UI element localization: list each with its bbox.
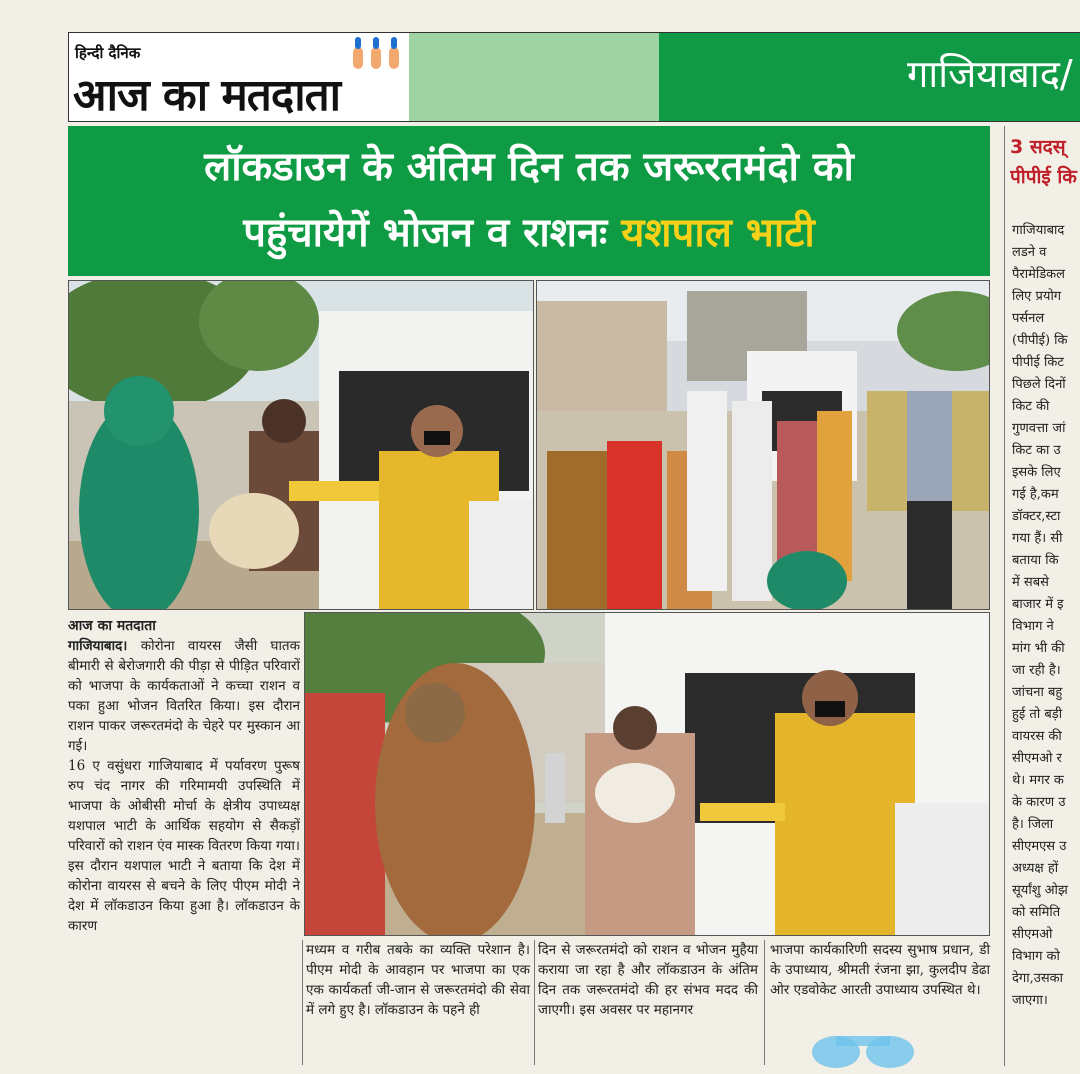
article-byline: आज का मतदाता [68, 618, 156, 634]
headline-line-1: लॉकडाउन के अंतिम दिन तक जरूरतमंदो को [204, 144, 854, 190]
side-story-line: गया हैं। सी [1012, 531, 1063, 546]
side-story-line: अध्यक्ष हों [1012, 861, 1059, 876]
masthead-city: गाजियाबाद/ [907, 52, 1073, 96]
side-story-divider [1004, 126, 1005, 1066]
side-headline-line-2: पीपीई कि [1010, 166, 1077, 188]
column-divider [534, 940, 535, 1065]
masthead-mint-band [409, 33, 659, 121]
photo-food-distribution-1 [68, 280, 534, 610]
side-story-headline [1010, 132, 1080, 210]
headline-line-2-text: पहुंचायेगें भोजन व राशनः [243, 210, 608, 256]
blue-highlight-mark [806, 1030, 916, 1070]
photo-food-distribution-3 [304, 612, 990, 936]
side-story-line: लडने व [1012, 245, 1047, 260]
side-story-line: को समिति [1012, 905, 1061, 920]
side-story-body [1012, 220, 1080, 1065]
side-story-line: बताया कि [1012, 553, 1059, 568]
side-story-line: इसके लिए [1012, 465, 1061, 480]
side-story-line: विभाग ने [1012, 619, 1054, 634]
side-story-line: विभाग को [1012, 949, 1060, 964]
side-story-line: (पीपीई) कि [1012, 333, 1068, 348]
side-headline-line-1: 3 सदस् [1010, 136, 1066, 158]
side-story-line: सीएमओ र [1012, 751, 1062, 766]
side-story-line: में सबसे [1012, 575, 1049, 590]
article-paragraph-2: 16 ए वसुंधरा गाजियाबाद में पर्यावरण पुरूष रुप चंद नागर की गरिमामयी उपस्थिति में भाजपा के ओबीसी मोर्चा के क्षेत्रीय उपाध्यक्ष यशपाल भाटी के आर्थिक सहयोग से सैकड़ों परिवारों को राशन एंव मास्क वितरण किया गया। इस दौरान यशपाल भाटी ने बताया कि देश में कोरोना वायरस से बचने के लिए पीएम मोदी ने देश में लॉकडाउन किया हुआ है। लॉकडाउन के कारण [68, 758, 300, 934]
side-story-line: थे। मगर क [1012, 773, 1064, 788]
side-story-line: जाएगा। [1012, 993, 1048, 1008]
side-story-line: गुणवत्ता जां [1012, 421, 1066, 436]
side-story-line: किट का उ [1012, 443, 1061, 458]
side-story-line: पर्सनल [1012, 311, 1045, 326]
headline-line-2 [68, 200, 990, 266]
side-story-line: है। जिला [1012, 817, 1054, 832]
side-story-line: पीपीई किट [1012, 355, 1064, 370]
side-story-line: गाजियाबाद [1012, 223, 1065, 238]
side-story-line: गई है,कम [1012, 487, 1059, 502]
side-story-line: बाजार में इ [1012, 597, 1064, 612]
masthead [68, 32, 1080, 122]
voting-fingers-icon [349, 35, 405, 69]
column-divider [302, 940, 303, 1065]
side-story-line: वायरस की [1012, 729, 1062, 744]
side-story-line: के कारण उ [1012, 795, 1066, 810]
side-story-line: लिए प्रयोग [1012, 289, 1062, 304]
column-divider [764, 940, 765, 1065]
article-paragraph-1 [68, 636, 300, 756]
article-column-2: मध्यम व गरीब तबके का व्यक्ति परेशान है। पीएम मोदी के आवहान पर भाजपा का एक एक कार्यकर्ता जी-जान से जरूरतमंदो की सेवा में लगे हुए है। लॉकडाउन के पहने ही [306, 942, 530, 1018]
main-headline [68, 126, 990, 276]
article-column-4: भाजपा कार्यकारिणी सदस्य सुभाष प्रधान, डी के उपाध्याय, श्रीमती रंजना झा, कुलदीप डेढा ओर एडवोकेट आरती उपाध्याय उपस्थित थे। [770, 942, 990, 998]
side-story-line: सूर्यांशु ओझ [1012, 883, 1068, 898]
masthead-green-band [659, 33, 1080, 121]
side-story-line: किट की [1012, 399, 1050, 414]
masthead-subtitle: हिन्दी दैनिक [75, 44, 141, 62]
newspaper-logo [69, 33, 409, 121]
article-dateline: गाजियाबाद। [68, 638, 128, 654]
side-story-line: सीएमओ [1012, 927, 1053, 942]
side-story-line: डॉक्टर,स्टा [1012, 509, 1061, 524]
side-story-line: जा रही है। [1012, 663, 1061, 678]
article-paragraph-1-text: कोरोना वायरस जैसी घातक बीमारी से बेरोजगारी की पीड़ा से पीड़ित परिवारों को भाजपा के कार्यकताओं ने कच्चा राशन व पका हुआ भोजन वितरित किया। इस दौरान राशन पाकर जरूरतमंदो के चेहरे पर मुस्कान आ गई। [68, 638, 301, 754]
side-story-line: हुई तो बड़ी [1012, 707, 1063, 722]
article-column-1 [68, 616, 300, 1066]
side-story-line: पिछले दिनों [1012, 377, 1066, 392]
masthead-title: आज का मतदाता [73, 70, 341, 121]
side-story-line: देगा,उसका [1012, 971, 1063, 986]
side-story-line: सीएमएस उ [1012, 839, 1067, 854]
article-column-3: दिन से जरूरतमंदो को राशन व भोजन मुहैया कराया जा रहा है और लॉकडाउन के अंतिम दिन तक जरूरतमंदो की हर संभव मदद की जाएगी। इस अवसर पर महानगर [538, 942, 758, 1018]
photo-food-distribution-2 [536, 280, 990, 610]
side-story-line: जांचना बहु [1012, 685, 1063, 700]
side-story-line: पैरामेडिकल [1012, 267, 1065, 282]
side-story-line: मांग भी की [1012, 641, 1065, 656]
headline-name: यशपाल भाटी [621, 210, 815, 256]
